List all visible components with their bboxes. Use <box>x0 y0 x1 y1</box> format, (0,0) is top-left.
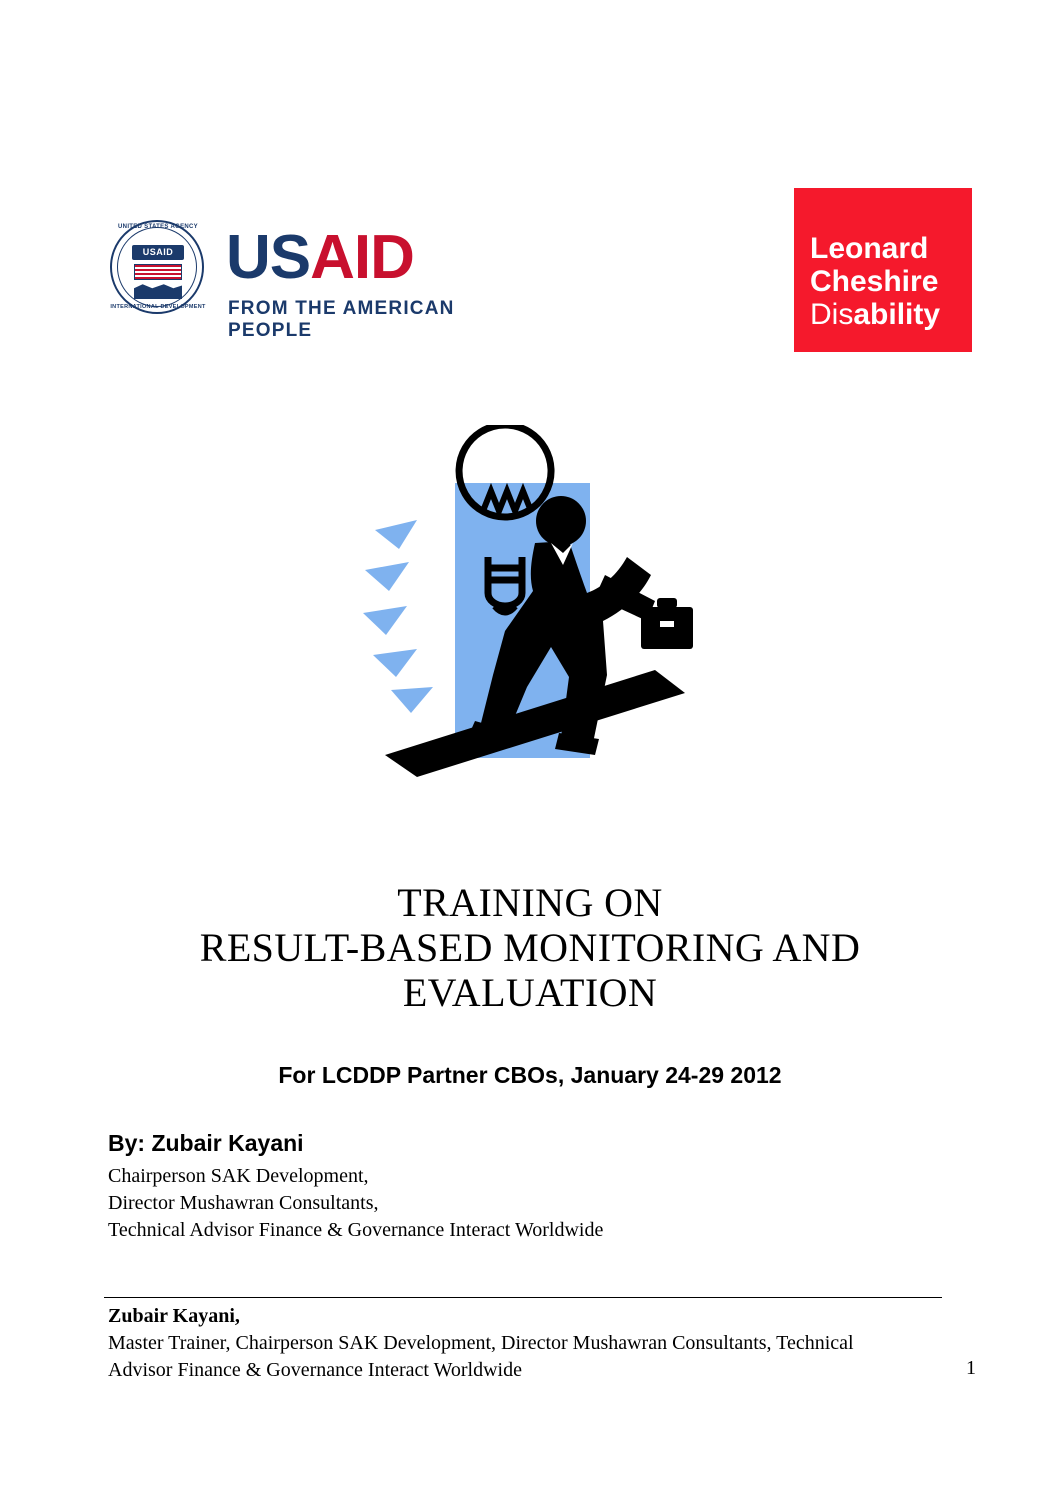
usaid-seal-bottom-text: INTERNATIONAL DEVELOPMENT <box>110 304 206 310</box>
lcd-line-3 <box>810 298 940 331</box>
title-line-2: RESULT-BASED MONITORING AND <box>199 925 861 970</box>
leonard-cheshire-logo <box>794 188 972 352</box>
author-by-line: By: Zubair Kayani <box>108 1130 304 1156</box>
author-role-2: Director Mushawran Consultants, <box>108 1192 379 1214</box>
page-number: 1 <box>966 1357 976 1379</box>
page-title <box>120 880 940 1015</box>
page-subtitle: For LCDDP Partner CBOs, January 24-29 2012 <box>278 1062 782 1088</box>
usaid-seal-top-text: UNITED STATES AGENCY <box>118 224 198 230</box>
footer-line-2: Advisor Finance & Governance Interact Worldwide <box>108 1359 522 1381</box>
author-role-3: Technical Advisor Finance & Governance Interact Worldwide <box>108 1219 604 1241</box>
title-line-3: EVALUATION <box>402 970 658 1015</box>
clipart-businessman-with-lightbulb <box>355 425 715 795</box>
footer-author-name: Zubair Kayani, <box>108 1305 240 1327</box>
lcd-line-3-thin: Dis <box>810 298 854 331</box>
leonard-cheshire-text <box>810 232 940 331</box>
usaid-tagline: FROM THE AMERICAN PEOPLE <box>228 298 455 341</box>
usaid-wordmark-us: US <box>226 223 311 292</box>
lcd-line-3-bold: ability <box>853 298 941 331</box>
usaid-seal-band-text: USAID <box>132 245 184 260</box>
page-footer <box>108 1303 946 1384</box>
lcd-line-2: Cheshire <box>810 265 939 298</box>
footer-line-1: Master Trainer, Chairperson SAK Development, Director Mushawran Consultants, Technical <box>108 1332 854 1354</box>
author-block <box>108 1130 928 1244</box>
usaid-wordmark <box>226 222 414 294</box>
title-line-1: TRAINING ON <box>397 880 663 925</box>
usaid-logo <box>108 218 518 341</box>
usaid-seal-stripes <box>134 264 182 280</box>
footer-text <box>108 1330 946 1384</box>
author-role-1: Chairperson SAK Development, <box>108 1165 369 1187</box>
usaid-seal-icon <box>108 218 208 318</box>
logo-row <box>0 186 1060 356</box>
usaid-wordmark-aid: AID <box>310 223 414 292</box>
lcd-line-1: Leonard <box>810 232 929 265</box>
footer-divider <box>104 1297 942 1298</box>
